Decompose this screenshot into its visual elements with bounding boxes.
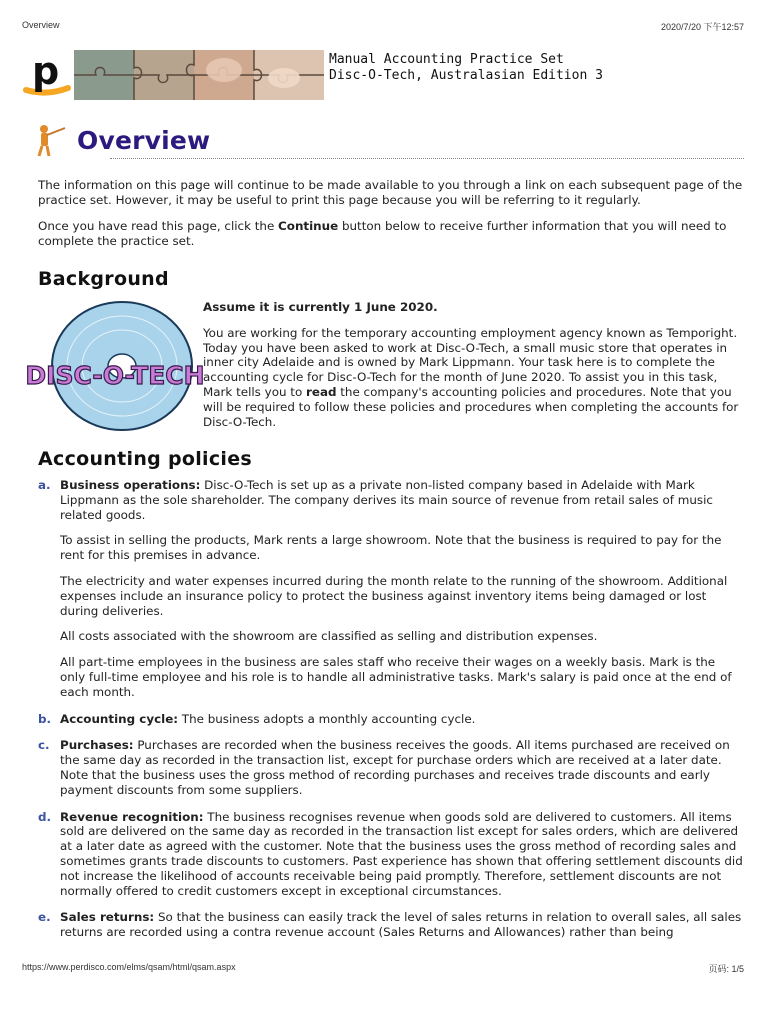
policy-item-b: b. Accounting cycle: The business adopts a monthly accounting cycle.: [38, 711, 476, 726]
print-header-title: Overview: [22, 20, 60, 30]
policy-paragraph: All costs associated with the showroom are classified as selling and distribution expenses.: [60, 629, 598, 644]
print-footer-url: https://www.perdisco.com/elms/qsam/html/qsam.aspx: [22, 962, 236, 972]
print-header-datetime: 2020/7/20 下午12:57: [660, 22, 744, 32]
policies-list: [38, 478, 744, 952]
site-banner: [24, 50, 724, 102]
policy-item-c: c. Purchases: Purchases are recorded when the business receives the goods. All items purchased are received on the same day as recorded in the transaction list, except for purchase orders which are received at a later date. Note that the business uses the gross method of recording purchases and receives trade discounts and early payment discounts from some suppliers.: [38, 738, 730, 797]
title-divider: [110, 158, 744, 159]
date-line: Assume it is currently 1 June 2020.: [203, 300, 438, 314]
banner-title-line2: Disc-O-Tech, Australasian Edition 3: [329, 68, 603, 83]
disc-logo-text: DISC-O-TECH: [25, 361, 205, 390]
policy-item-a: a. Business operations: Disc-O-Tech is set up as a private non-listed company based in Adelaide with Mark Lippmann as the sole shareholder. The company derives its main source of revenue from retail sales of music related goods. To assist in selling the products, Mark rents a large showroom. Note that the business is required to pay for the rent for this premises in advance. The electricity and water expenses incurred during the month relate to the running of the showroom. Additional expenses include an insurance policy to protect the business against inventory items being damaged or lost during deliveries. All costs associated with the showroom are classified as selling and distribution expenses. All part-time employees in the business are sales staff who receive their wages on a weekly basis. Mark is the only full-time employee and his role is to handle all administrative tasks. Mark's salary is paid once at the end of each month.: [38, 478, 744, 700]
presenter-icon: [34, 122, 70, 158]
banner-title: [329, 52, 603, 84]
policy-letter: a.: [38, 478, 51, 492]
print-footer: [22, 962, 744, 975]
policy-paragraph: To assist in selling the products, Mark rents a large showroom. Note that the business is required to pay for the rent for this premises in advance.: [60, 533, 722, 563]
policy-letter: e.: [38, 910, 51, 925]
policy-letter: d.: [38, 809, 52, 824]
print-header: [22, 20, 744, 33]
background-heading: Background: [38, 268, 169, 290]
banner-title-line1: Manual Accounting Practice Set: [329, 52, 564, 67]
policy-item-e: e. Sales returns: So that the business can easily track the level of sales returns in relation to overall sales, all sales returns are recorded using a contra revenue account (Sales Returns and Allowances) rather than being: [38, 910, 742, 940]
policy-letter: b.: [38, 711, 52, 726]
background-text: [203, 300, 743, 440]
page-title: Overview: [77, 126, 211, 155]
policy-paragraph: The electricity and water expenses incurred during the month relate to the running of the showroom. Additional expenses include an insurance policy to protect the business against inventory items being damaged or lost during deliveries.: [60, 573, 728, 618]
policy-letter: c.: [38, 738, 50, 753]
policy-label: Purchases:: [60, 738, 134, 753]
policy-label: Accounting cycle:: [60, 711, 179, 726]
puzzle-banner-image: [74, 50, 324, 100]
policy-item-d: d. Revenue recognition: The business recognises revenue when goods sold are delivered to customers. All items sold are delivered on the same day as recorded in the transaction list except for sales orders, which are delivered at a later date as agreed with the customer. Note that the business uses the gross method of recording sales and sometimes grants trade discounts to customers. Past experience has shown that offering settlement discounts did not increase the likelihood of accounts receivable being paid promptly. Therefore, settlement discounts are not normally offered to credit customers except in exceptional circumstances.: [38, 809, 743, 898]
intro-paragraph-2: Once you have read this page, click the Continue button below to receive further information that you will need to complete the practice set.: [38, 219, 727, 248]
policy-label: Sales returns:: [60, 910, 155, 925]
overview-heading-row: [34, 120, 744, 162]
perdisco-logo-icon: [24, 50, 70, 96]
policy-paragraph: All part-time employees in the business are sales staff who receive their wages on a weekly basis. Mark is the only full-time employee and his role is to handle all administrative tasks. Mark's salary is paid once at the end of each month.: [60, 655, 732, 699]
continue-keyword: Continue: [278, 219, 339, 233]
print-footer-page: 页码: 1/5: [708, 964, 744, 974]
policy-label: Business operations:: [60, 478, 201, 492]
logo-letter: p: [32, 49, 60, 93]
intro-paragraph-1: The information on this page will continue to be made available to you through a link on each subsequent page of the practice set. However, it may be useful to print this page because you will be referring to it regularly.: [38, 178, 743, 207]
accounting-policies-heading: Accounting policies: [38, 448, 253, 470]
disc-o-tech-logo: [25, 298, 205, 434]
background-paragraph: You are working for the temporary accounting employment agency known as Temporight. Today you have been asked to work at Disc-O-Tech, a small music store that operates in inner city Adelaide and is owned by Mark Lippmann. Your task here is to complete the accounting cycle for Disc-O-Tech for the month of June 2020. To assist you in this task, Mark tells you to read the company's accounting policies and procedures. Note that you will be required to follow these policies and procedures when completing the accounts for Disc-O-Tech.: [203, 325, 739, 429]
policy-label: Revenue recognition:: [60, 809, 204, 824]
